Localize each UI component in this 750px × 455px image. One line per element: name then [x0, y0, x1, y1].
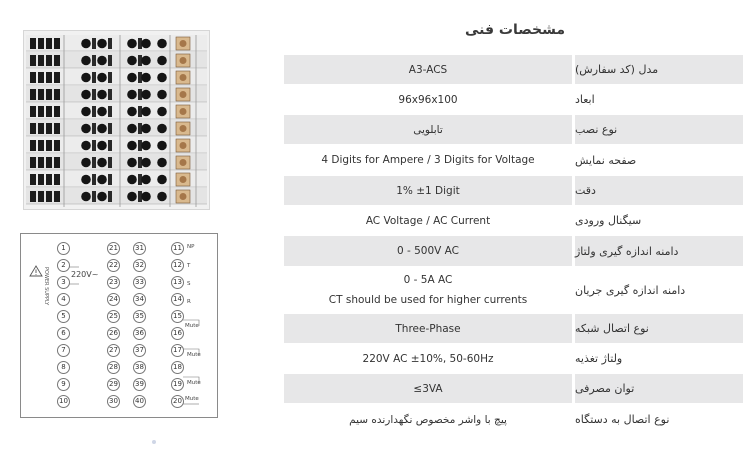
terminal-27: 27 [107, 344, 120, 357]
spec-value-line: CT should be used for higher currents [328, 294, 528, 306]
terminal-2: 2 [57, 259, 70, 272]
spec-value [284, 404, 572, 435]
spec-label: سیگنال ورودی [575, 214, 642, 227]
spec-value-line: AC Voltage / AC Current [365, 214, 491, 227]
mute-label-4: Mute [185, 396, 199, 402]
terminal-20: 20 [171, 395, 184, 408]
spec-row [284, 176, 744, 205]
spec-value [284, 145, 572, 175]
spec-value-line: 220V AC ±10%, 50-60Hz [362, 352, 494, 365]
terminal-35: 35 [133, 310, 146, 323]
terminal-18: 18 [171, 361, 184, 374]
spec-value [284, 374, 572, 403]
spec-row [284, 404, 744, 435]
terminal-11: 11 [171, 242, 184, 255]
terminal-9: 9 [57, 378, 70, 391]
spec-row [284, 145, 744, 175]
spec-row [284, 314, 744, 343]
mute-label-3: Mute [187, 380, 201, 386]
terminal-8: 8 [57, 361, 70, 374]
spec-value [284, 55, 572, 84]
terminal-32: 32 [133, 259, 146, 272]
terminal-26: 26 [107, 327, 120, 340]
spec-label: دامنه اندازه گیری جریان [575, 283, 686, 297]
terminal-40: 40 [133, 395, 146, 408]
spec-value-line: 0 - 500V AC [396, 245, 460, 257]
spec-label: دقت [575, 176, 743, 205]
terminal-23: 23 [107, 276, 120, 289]
voltage-label: 220V~ [71, 270, 99, 279]
terminal-14: 14 [171, 293, 184, 306]
decorative-dot [152, 440, 156, 444]
spec-value [284, 344, 572, 373]
terminal-30: 30 [107, 395, 120, 408]
t-label: T [187, 263, 191, 269]
terminal-16: 16 [171, 327, 184, 340]
spec-value-line: ≤3VA [413, 382, 443, 395]
terminal-12: 12 [171, 259, 184, 272]
terminal-22: 22 [107, 259, 120, 272]
terminal-24: 24 [107, 293, 120, 306]
terminal-33: 33 [133, 276, 146, 289]
terminal-4: 4 [57, 293, 70, 306]
spec-label: نوع اتصال به دستگاه [575, 413, 670, 426]
terminal-39: 39 [133, 378, 146, 391]
terminal-38: 38 [133, 361, 146, 374]
terminal-block-image [24, 31, 209, 209]
terminal-10: 10 [57, 395, 70, 408]
spec-value-line: 96x96x100 [398, 93, 458, 106]
spec-value-line: 0 - 5A AC [403, 274, 453, 286]
spec-label: ولتاژ تغذیه [575, 352, 623, 365]
spec-row [284, 236, 744, 266]
mute-label-2: Mute [187, 352, 201, 358]
terminal-7: 7 [57, 344, 70, 357]
spec-label: نوع نصب [575, 115, 743, 144]
power-supply-label: POWER SUPPLY [43, 267, 49, 306]
spec-table [284, 55, 744, 436]
terminal-34: 34 [133, 293, 146, 306]
spec-value [284, 314, 572, 343]
np-label: NP [187, 244, 195, 250]
spec-row [284, 206, 744, 235]
spec-value-line: 1% ±1 Digit [396, 184, 460, 197]
terminal-13: 13 [171, 276, 184, 289]
spec-label: نوع اتصال شبکه [575, 314, 743, 343]
spec-row [284, 115, 744, 144]
spec-value-line: تابلویی [413, 123, 443, 136]
terminal-31: 31 [133, 242, 146, 255]
spec-value-line: A3-ACS [408, 63, 448, 76]
terminal-28: 28 [107, 361, 120, 374]
r-label: R [187, 299, 191, 305]
spec-value [284, 85, 572, 114]
terminal-15: 15 [171, 310, 184, 323]
terminal-25: 25 [107, 310, 120, 323]
spec-row [284, 55, 744, 84]
terminal-29: 29 [107, 378, 120, 391]
spec-row [284, 344, 744, 373]
spec-value-line: پیچ با واشر مخصوص نگهدارنده سیم [349, 413, 507, 426]
spec-label: دامنه اندازه گیری ولتاژ [575, 236, 743, 266]
terminal-21: 21 [107, 242, 120, 255]
device-rear-photo [23, 30, 210, 210]
spec-label: صفحه نمایش [575, 153, 637, 167]
spec-value [284, 176, 572, 205]
terminal-19: 19 [171, 378, 184, 391]
mute-label-1: Mute [185, 323, 199, 329]
spec-value [284, 115, 572, 144]
terminal-36: 36 [133, 327, 146, 340]
spec-row [284, 374, 744, 403]
terminal-37: 37 [133, 344, 146, 357]
terminal-5: 5 [57, 310, 70, 323]
warning-icon [29, 265, 43, 277]
spec-value-line: 4 Digits for Ampere / 3 Digits for Voltage [321, 154, 535, 166]
terminal-6: 6 [57, 327, 70, 340]
spec-value-line: Three-Phase [395, 322, 461, 335]
terminal-17: 17 [171, 344, 184, 357]
spec-label: توان مصرفی [575, 374, 743, 403]
page-title: مشخصات فنی [464, 22, 566, 38]
spec-value [284, 236, 572, 266]
spec-row [284, 267, 744, 313]
terminal-1: 1 [57, 242, 70, 255]
spec-label: ابعاد [575, 93, 595, 106]
spec-value [284, 267, 572, 313]
spec-value [284, 206, 572, 235]
terminal-3: 3 [57, 276, 70, 289]
s-label: S [187, 281, 191, 287]
wiring-diagram [20, 233, 218, 418]
spec-label: مدل (کد سفارش) [575, 55, 743, 84]
spec-row [284, 85, 744, 114]
